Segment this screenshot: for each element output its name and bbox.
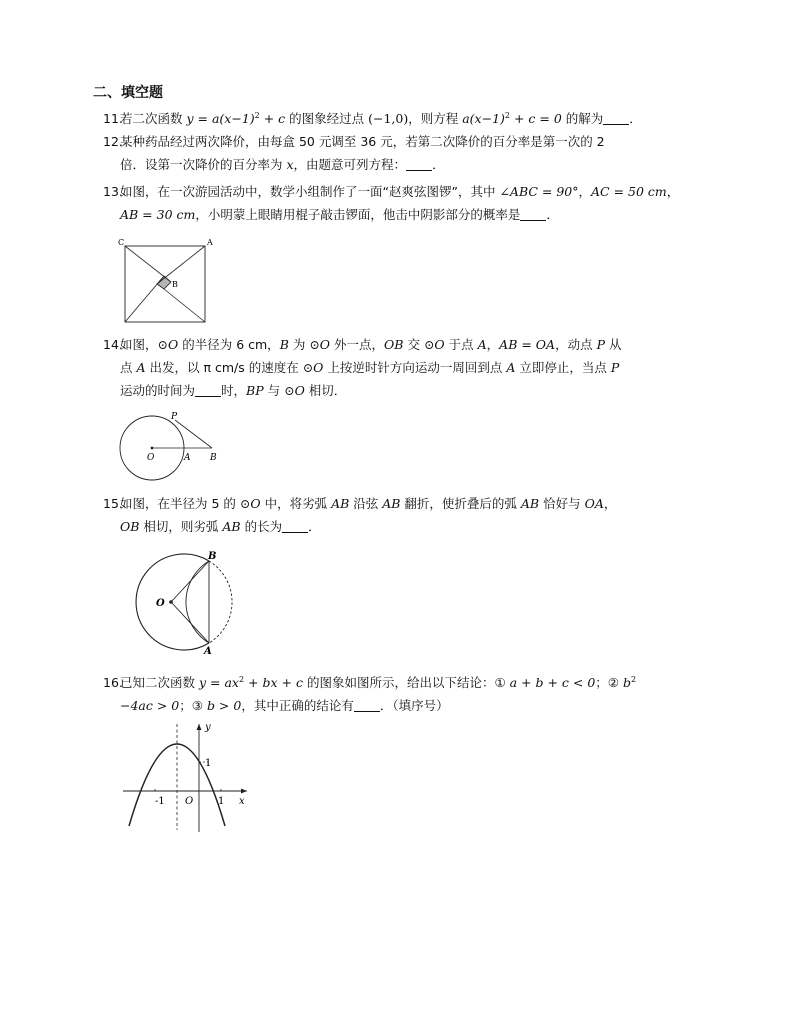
q11-text: 的图象经过点 [285,111,369,127]
q13-angle: ∠ABC = 90° [499,184,579,199]
question-13 [103,180,703,226]
q14-segment: BP [246,383,264,398]
label-p: P [171,412,178,422]
q15-text: 中，将劣弧 [260,496,332,511]
q14-text: 上按逆时针方向运动一周回到点 [323,360,507,375]
q14-text: ，动点 [555,337,597,352]
label-origin: O [185,796,194,807]
answer-blank [354,699,380,712]
q13-text: ， [666,184,680,199]
q12-variable: x [286,157,294,172]
q11-text: 若二次函数 [120,111,187,127]
q16-conclusion-1: a + b + c < 0 [509,675,596,691]
q15-segment: OA [584,496,604,511]
q15-chord: AB [382,496,401,511]
question-number: 11. [103,111,123,127]
q16-conclusion-2-rest: −4ac > 0 [120,698,180,714]
question-number: 14. [103,337,123,352]
q13-text: ． [546,207,559,222]
question-15 [103,492,703,538]
question-number: 15. [103,496,123,511]
q14-point: B [279,337,289,352]
q11-exponent: 2 [254,111,260,120]
q16-figure [115,718,255,836]
q15-circle: ⊙O [239,496,261,511]
q14-segment: OB [384,337,404,352]
q15-text: 沿弦 [349,496,383,511]
q11-text: ． [629,111,642,127]
q16-conclusion-2: b [622,675,631,691]
q15-text: ． [308,519,321,534]
q11-text: 的解为 [561,111,604,127]
q14-figure [115,410,225,486]
question-14 [103,333,703,402]
q14-point: A [136,360,146,375]
q14-text: 相切． [304,383,347,398]
q14-text: 出发，以 π cm/s 的速度在 [145,360,303,375]
q14-circle: ⊙O [423,337,445,352]
q14-circle: ⊙O [309,337,331,352]
label-y: y [205,722,211,733]
q14-text: ， [486,337,500,352]
q14-text: 与 [263,383,285,398]
label-b: B [210,453,217,463]
label-x-one: 1 [218,796,225,807]
label-a: A [207,238,213,247]
q14-text: 交 [403,337,424,352]
label-b: B [208,551,217,562]
q11-point: (−1,0) [368,111,409,127]
question-number: 16. [103,675,123,691]
q14-text: 时， [221,383,247,398]
label-c: C [118,238,125,247]
label-y-one: 1 [205,758,212,769]
minor-arc-dashed [209,561,232,643]
q14-text: 为 [288,337,310,352]
q15-text: 翻折，使折叠后的弧 [400,496,521,511]
q13-text: ， [578,184,592,199]
question-number: 13. [103,184,123,199]
q14-text: 立即停止，当点 [515,360,611,375]
q14-text: 从 [605,337,622,352]
label-o: O [156,598,165,609]
answer-blank [520,208,546,221]
q14-text: 外一点， [330,337,385,352]
q16-exponent: 2 [238,675,245,684]
q16-function: y = ax [198,675,239,691]
q14-point: A [506,360,516,375]
q13-text: ，小明蒙上眼睛用棍子敲击锣面，他击中阴影部分的概率是 [195,207,521,222]
q15-arc: AB [331,496,350,511]
q15-segment: OB [120,519,140,534]
q16-text: ；③ [179,698,207,714]
q16-conclusion-3: b > 0 [206,698,242,714]
answer-blank [603,112,629,125]
q14-text: 如图， [120,337,158,352]
answer-blank [195,384,221,397]
q14-text: 的半径为 6 cm， [178,337,280,352]
q14-point: A [477,337,487,352]
label-b: B [172,280,178,289]
q16-text: ．（填序号） [379,698,449,714]
answer-blank [282,520,308,533]
label-o: O [147,453,155,463]
question-number: 12. [103,134,123,149]
q12-text: 倍．设第一次降价的百分率为 [120,157,287,172]
label-a: A [184,453,191,463]
q14-point: P [596,337,605,352]
q12-text: ． [432,157,445,172]
q15-arc: AB [222,519,241,534]
q15-arc: AB [520,496,540,511]
q14-text: 点 [120,360,137,375]
q12-text: 某种药品经过两次降价，由每盒 50 元调至 36 元，若第二次降价的百分率是第一次的 2 [120,134,605,149]
q14-text: 运动的时间为 [120,383,196,398]
q11-exponent: 2 [504,111,510,120]
section-title: 二、填空题 [93,85,163,101]
q14-equation: AB = OA [499,337,556,352]
q15-text: ， [603,496,617,511]
q14-point: P [610,360,620,375]
q16-exponent: 2 [631,675,637,684]
q16-function-rest: + bx + c [244,675,303,691]
q11-text: ，则方程 [408,111,463,127]
q13-text: 如图，在一次游园活动中，数学小组制作了一面“赵爽弦图锣”，其中 [120,184,500,199]
q15-text: 恰好与 [539,496,585,511]
question-12 [103,130,703,176]
question-11 [103,104,703,130]
question-16 [103,668,703,717]
q16-text: 已知二次函数 [120,675,199,691]
q13-ac: AC = 50 cm [591,184,667,199]
q11-function: y = a(x−1) [186,111,255,127]
q13-ab: AB = 30 cm [120,207,196,222]
q15-text: 相切，则劣弧 [139,519,223,534]
q16-text: ，其中正确的结论有 [241,698,354,714]
q14-circle: ⊙O [284,383,305,398]
q11-equation: a(x−1) [462,111,505,127]
q16-text: 的图象如图所示，给出以下结论：① [302,675,510,691]
q15-text: 如图，在半径为 5 的 [120,496,240,511]
q11-function-c: + c [259,111,286,127]
answer-blank [406,158,432,171]
q13-figure [116,238,216,328]
q14-text: 于点 [444,337,478,352]
label-a: A [204,646,212,657]
q11-equation-rest: + c = 0 [510,111,562,127]
q12-text: ，由题意可列方程： [293,157,407,172]
q15-figure [118,548,238,656]
label-x: x [239,796,245,807]
q14-circle: ⊙O [302,360,324,375]
q15-text: 的长为 [240,519,283,534]
q14-circle: ⊙O [157,337,179,352]
label-neg-one: -1 [155,796,165,807]
q16-text: ；② [595,675,623,691]
